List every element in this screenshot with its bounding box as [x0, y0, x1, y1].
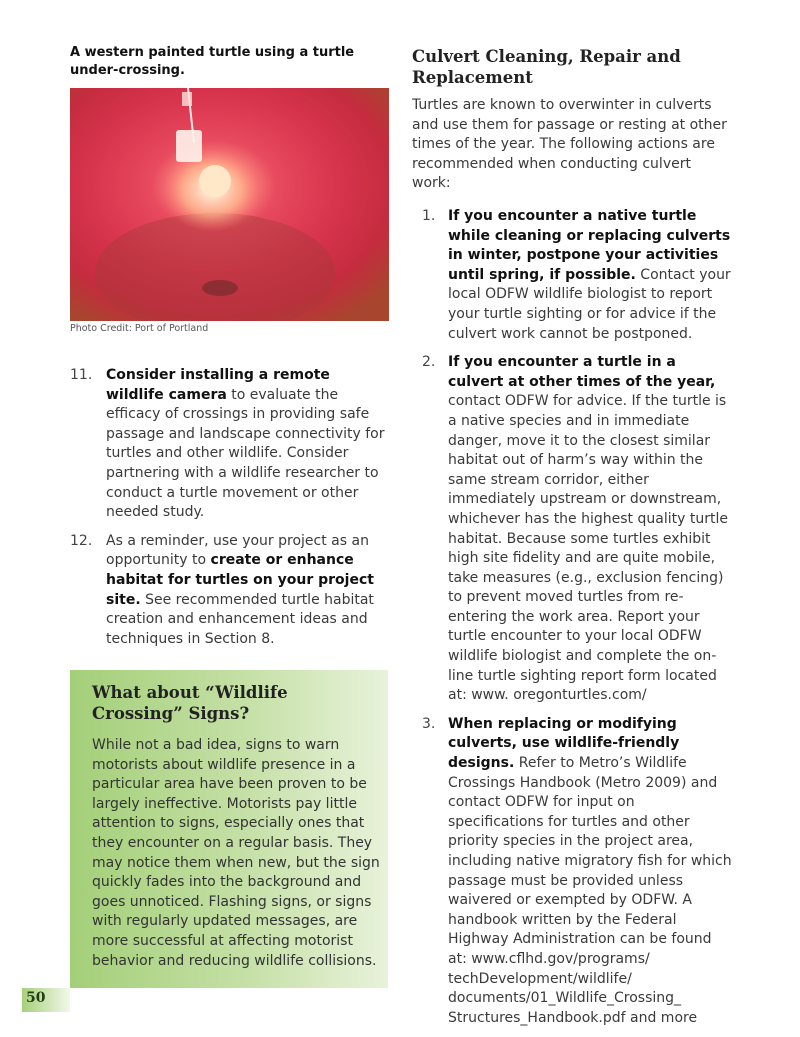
item-bold-text: When replacing or modifying culverts, use wildlife-friendly designs. [448, 715, 680, 772]
photo-credit: Photo Credit: Port of Portland [70, 323, 209, 334]
item-text: See recommended turtle habitat creation and enhancement ideas and techniques in Section 8. [106, 591, 374, 647]
page-number: 50 [26, 990, 46, 1006]
sidebar-title: What about “Wildlife Crossing” Signs? [92, 683, 288, 723]
list-item [412, 715, 732, 1029]
item-text: to evaluate the efficacy of crossings in providing safe passage and landscape connectivity for turtles and other wildlife. Consider partnering with a wildlife researcher to conduct a turtle movement or other needed study. [106, 386, 385, 521]
list-item [70, 532, 390, 650]
section-heading: Culvert Cleaning, Repair and Replacement [412, 47, 681, 87]
item-bold-text: create or enhance habitat for turtles on your project site. [106, 552, 374, 608]
item-bold-text: Consider installing a remote wildlife camera [106, 367, 330, 403]
item-number: 12. [70, 532, 93, 549]
item-number: 2. [422, 354, 436, 371]
section-intro: Turtles are known to overwinter in culverts and use them for passage or resting at other times of the year. The following actions are recommended when conducting culvert work: [412, 97, 727, 192]
item-bold-text: If you encounter a turtle in a culvert at other times of the year, [448, 354, 716, 390]
sidebar-body: While not a bad idea, signs to warn motorists about wildlife presence in a particular area have been proven to be largely ineffective. Motorists pay little attention to signs, especially ones that they encounter on a regular basis. They may notice them when new, but the sign quickly fades into the background and goes unnoticed. Flashing signs, or signs with regularly updated messages, are more successful at affecting motorist behavior and reducing wildlife collisions. [92, 737, 380, 969]
item-text: Contact your local ODFW wildlife biologist to report your turtle sighting or for advice if the culvert work cannot be postponed. [448, 266, 731, 342]
item-text: contact ODFW for advice. If the turtle is a native species and in immediate danger, move it to the closest similar habitat out of harm’s way within the same stream corridor, either immediately upstream or downstream, whichever has the highest quality turtle habitat. Because some turtles exhibit high site fidelity and are quite mobile, take measures (e.g., exclusion fencing) to prevent moved turtles from re-entering the work area. Report your turtle encounter to your local ODFW wildlife biologist and complete the on-line turtle sighting report form located at: www. oregonturtles.com/ [448, 393, 728, 704]
item-text: Refer to Metro’s Wildlife Crossings Handbook (Metro 2009) and contact ODFW for input on specifications for turtles and other priority species in the project area, including native migratory fish for which passage must be provided unless waivered or exempted by ODFW. A handbook written by the Federal Highway Administration can be found at: www.cflhd.gov/programs/ techDevelopment/wildlife/ documents/01_Wildlife_Crossing_ Structures_Handbook.pdf and more [448, 755, 732, 1026]
culvert-recommendation-list [412, 207, 732, 1037]
wildlife-crossing-signs-sidebar [70, 670, 388, 988]
item-bold-text: If you encounter a native turtle while cleaning or replacing culverts in winter, postpone your activities until spring, if possible. [448, 208, 731, 283]
list-item [412, 353, 732, 706]
item-number: 1. [422, 208, 436, 224]
list-item [412, 207, 732, 344]
item-text-pre: As a reminder, use your project as an opportunity to [106, 532, 369, 569]
list-item [70, 366, 390, 523]
recommendation-list-left [70, 366, 390, 658]
item-number: 11. [70, 367, 93, 383]
turtle-undercrossing-photo [70, 88, 389, 321]
item-number: 3. [422, 715, 436, 732]
figure-caption: A western painted turtle using a turtle under-crossing. [70, 45, 355, 78]
